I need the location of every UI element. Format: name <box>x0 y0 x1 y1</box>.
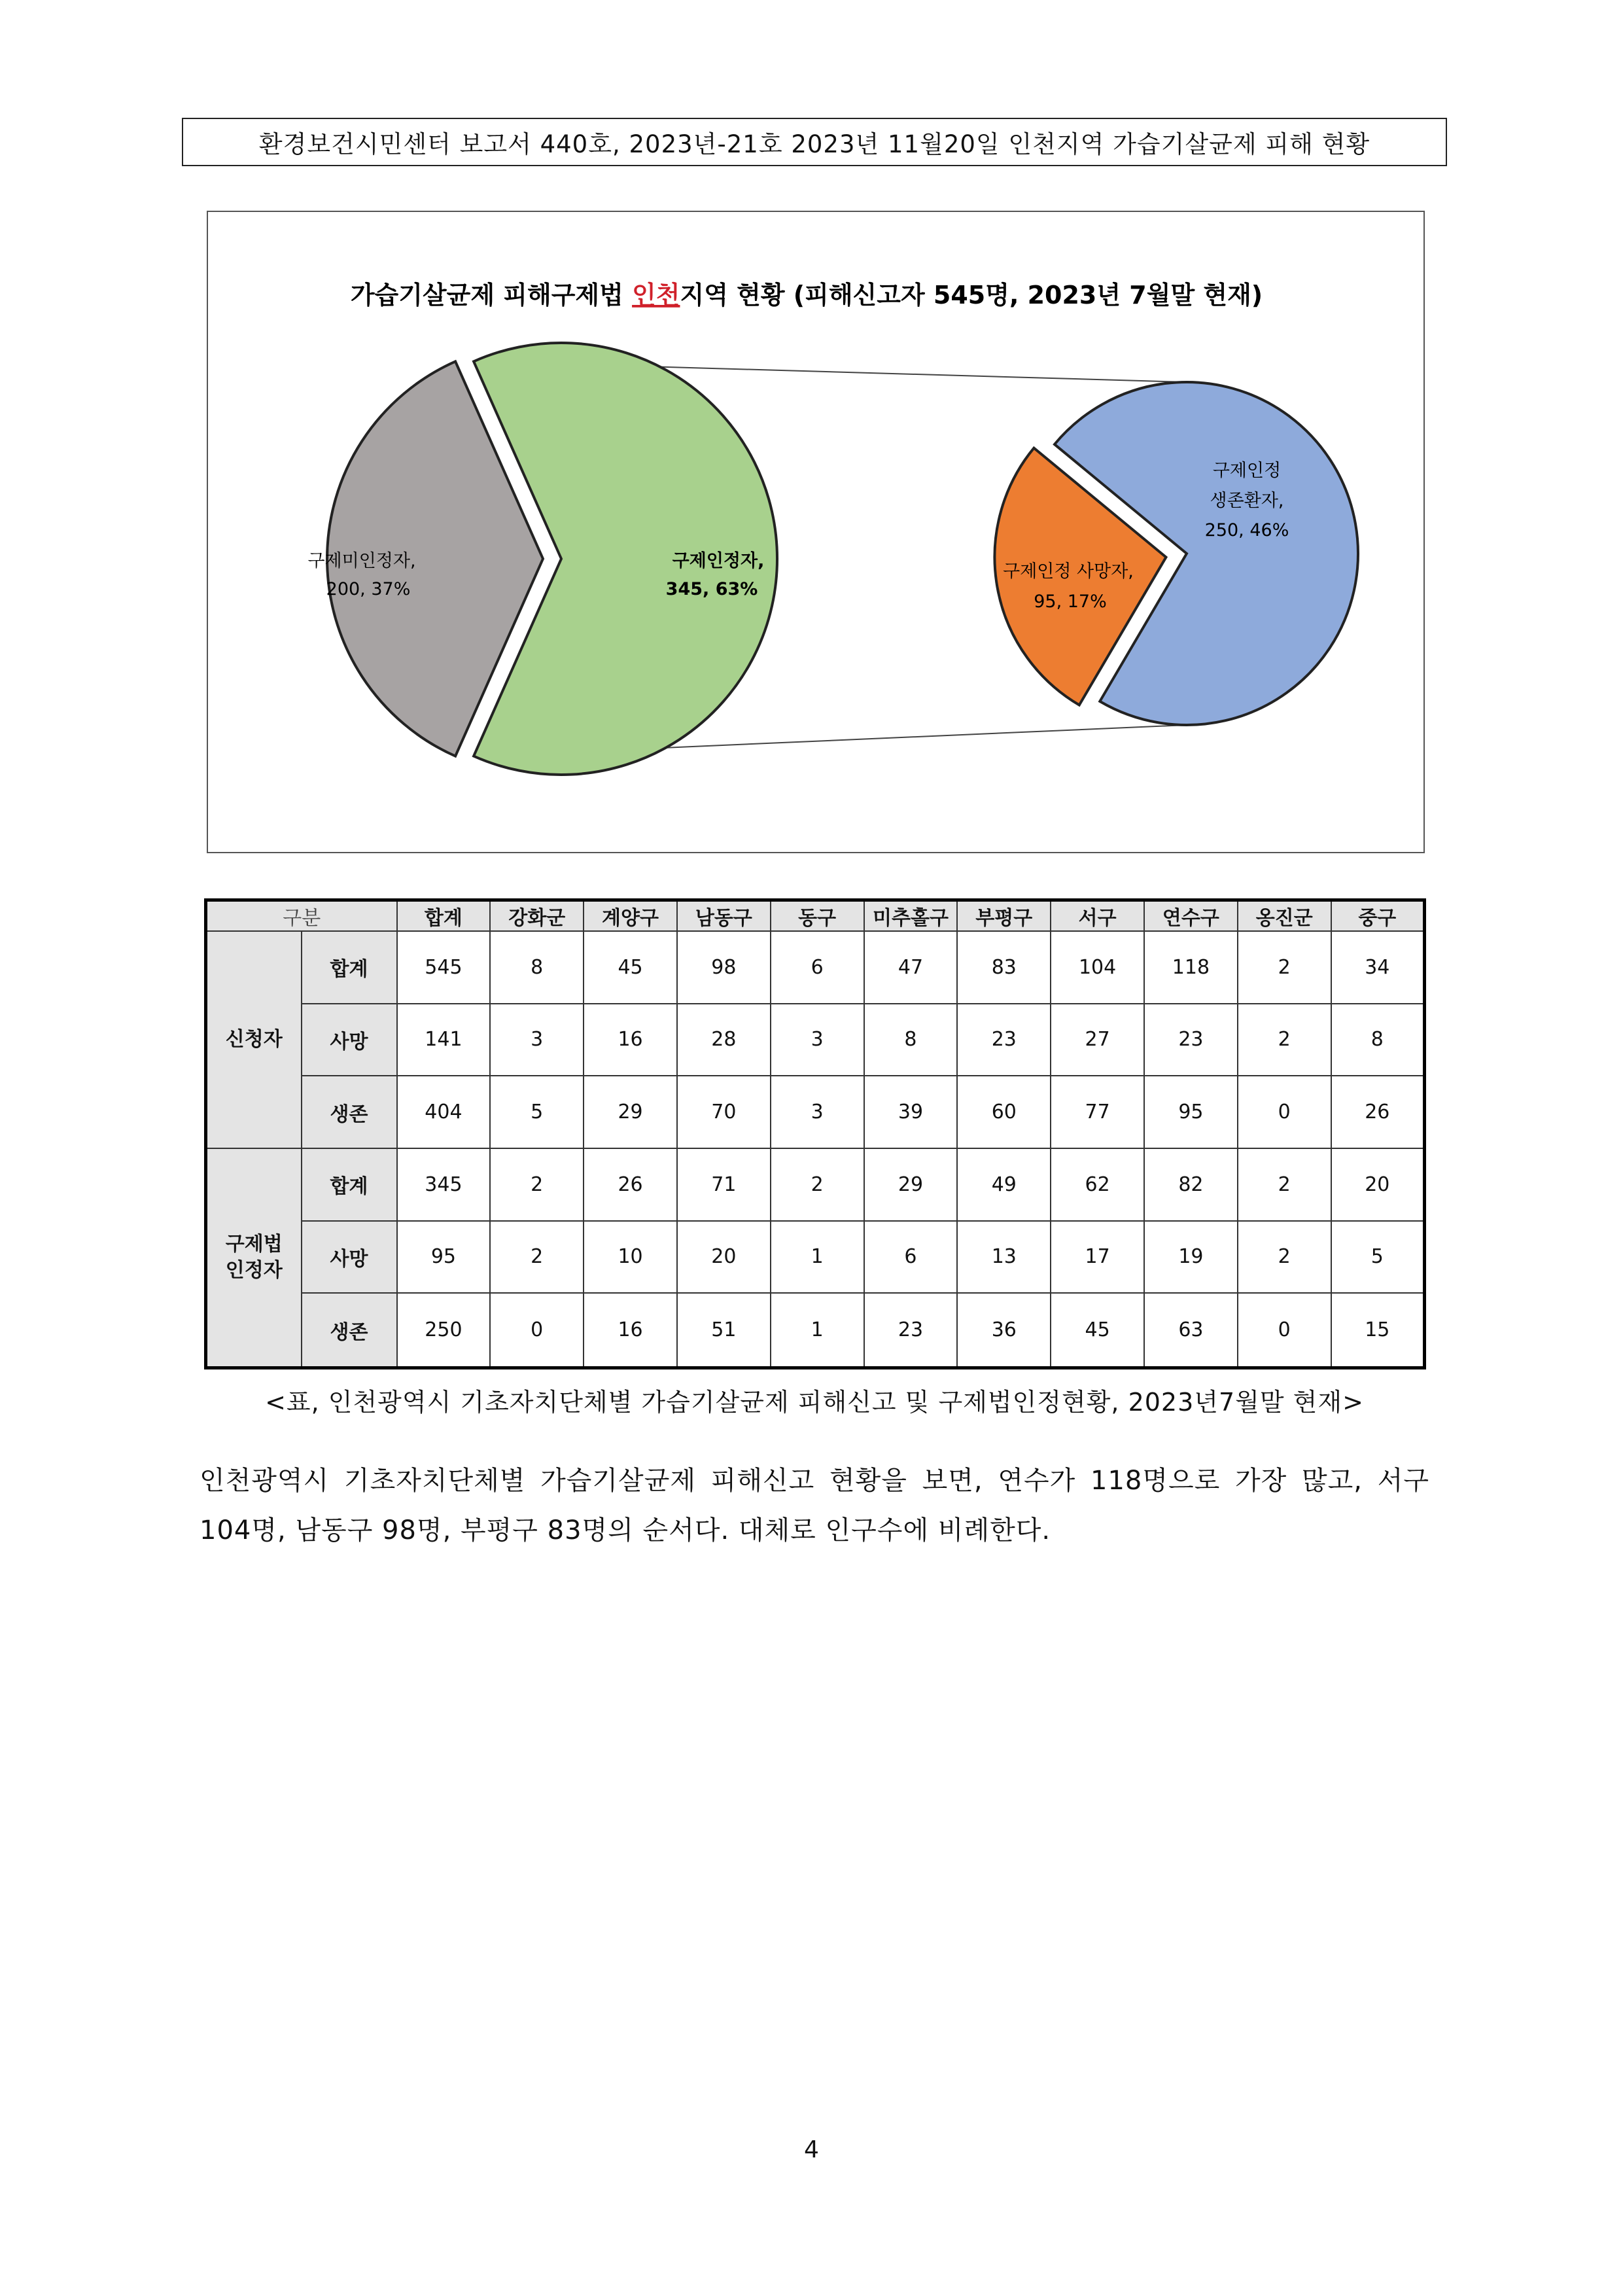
pie-chart-svg <box>208 212 1426 855</box>
table-cell: 63 <box>1144 1293 1238 1368</box>
table-cell: 141 <box>397 1004 491 1076</box>
table-cell: 2 <box>1238 931 1331 1004</box>
damage-report-table <box>204 898 1426 1369</box>
table-cell: 20 <box>677 1221 771 1294</box>
table-cell: 20 <box>1331 1148 1425 1221</box>
row-label: 사망 <box>302 1221 397 1294</box>
label-not-recognized-name: 구제미인정자, <box>307 551 416 571</box>
label-recognized-name: 구제인정자, <box>672 551 765 571</box>
table-cell: 345 <box>397 1148 491 1221</box>
table-cell: 45 <box>1051 1293 1144 1368</box>
table-cell: 2 <box>1238 1148 1331 1221</box>
table-cell: 71 <box>677 1148 771 1221</box>
table-cell: 27 <box>1051 1004 1144 1076</box>
table-cell: 23 <box>957 1004 1051 1076</box>
table-cell: 118 <box>1144 931 1238 1004</box>
table-cell: 47 <box>864 931 958 1004</box>
table-cell: 1 <box>771 1293 864 1368</box>
table-cell: 29 <box>584 1076 677 1148</box>
table-row <box>206 1221 1425 1294</box>
row-group-label-line1: 구제법 <box>225 1232 283 1256</box>
row-group-label-line1: 신청자 <box>225 1027 283 1051</box>
table-cell: 545 <box>397 931 491 1004</box>
table-cell: 104 <box>1051 931 1144 1004</box>
table-cell: 0 <box>490 1293 584 1368</box>
table-cell: 83 <box>957 931 1051 1004</box>
table-cell: 62 <box>1051 1148 1144 1221</box>
table-cell: 5 <box>490 1076 584 1148</box>
col-header: 옹진군 <box>1238 900 1331 932</box>
table-body <box>206 931 1425 1368</box>
table-cell: 49 <box>957 1148 1051 1221</box>
table-corner-header: 구분 <box>206 900 397 932</box>
report-header <box>182 118 1447 166</box>
table-cell: 5 <box>1331 1221 1425 1294</box>
chart-title-highlight: 인천 <box>632 281 680 309</box>
row-group-label-line2: 인정자 <box>225 1258 283 1282</box>
page-number: 4 <box>804 2136 819 2163</box>
label-deceased-name: 구제인정 사망자, <box>1003 561 1134 582</box>
row-label: 합계 <box>302 931 397 1004</box>
label-deceased-value: 95, 17% <box>1034 592 1107 612</box>
table-cell: 10 <box>584 1221 677 1294</box>
label-survivor-name-1: 구제인정 <box>1212 461 1282 481</box>
chart-title: 가습기살균제 피해구제법 인천지역 현황 (피해신고자 545명, 2023년 7월말 현재) <box>350 281 1263 309</box>
table-cell: 3 <box>490 1004 584 1076</box>
table-cell: 26 <box>584 1148 677 1221</box>
col-header: 합계 <box>397 900 491 932</box>
table-cell: 0 <box>1238 1293 1331 1368</box>
table-cell: 1 <box>771 1221 864 1294</box>
table-cell: 16 <box>584 1293 677 1368</box>
table-cell: 98 <box>677 931 771 1004</box>
col-header: 강화군 <box>490 900 584 932</box>
row-group-label <box>206 931 302 1148</box>
table-cell: 82 <box>1144 1148 1238 1221</box>
table-cell: 2 <box>490 1221 584 1294</box>
row-label: 사망 <box>302 1004 397 1076</box>
col-header: 계양구 <box>584 900 677 932</box>
table-row <box>206 1004 1425 1076</box>
table-caption: <표, 인천광역시 기초자치단체별 가습기살균제 피해신고 및 구제법인정현황, 2023년7월말 현재> <box>265 1388 1364 1417</box>
table-cell: 19 <box>1144 1221 1238 1294</box>
table-cell: 23 <box>1144 1004 1238 1076</box>
label-recognized-value: 345, 63% <box>665 579 758 599</box>
row-label: 합계 <box>302 1148 397 1221</box>
table-cell: 15 <box>1331 1293 1425 1368</box>
body-paragraph: 인천광역시 기초자치단체별 가습기살균제 피해신고 현황을 보면, 연수가 118명으로 가장 많고, 서구 104명, 남동구 98명, 부평구 83명의 순서다. 대체로 인구수에 비례한다. <box>200 1466 1429 1545</box>
table-cell: 36 <box>957 1293 1051 1368</box>
table-cell: 60 <box>957 1076 1051 1148</box>
row-label: 생존 <box>302 1076 397 1148</box>
table-cell: 70 <box>677 1076 771 1148</box>
table-cell: 28 <box>677 1004 771 1076</box>
table-cell: 77 <box>1051 1076 1144 1148</box>
report-header-text: 환경보건시민센터 보고서 440호, 2023년-21호 2023년 11월20일 인천지역 가습기살균제 피해 현황 <box>258 130 1370 158</box>
table-cell: 29 <box>864 1148 958 1221</box>
table-cell: 3 <box>771 1004 864 1076</box>
table-row <box>206 1076 1425 1148</box>
label-survivor-name-2: 생존환자, <box>1210 491 1284 511</box>
table-cell: 26 <box>1331 1076 1425 1148</box>
col-header: 부평구 <box>957 900 1051 932</box>
col-header: 연수구 <box>1144 900 1238 932</box>
table-cell: 8 <box>1331 1004 1425 1076</box>
table-cell: 17 <box>1051 1221 1144 1294</box>
table-cell: 404 <box>397 1076 491 1148</box>
table-cell: 95 <box>1144 1076 1238 1148</box>
table-cell: 3 <box>771 1076 864 1148</box>
col-header: 남동구 <box>677 900 771 932</box>
table-cell: 250 <box>397 1293 491 1368</box>
label-survivor-value: 250, 46% <box>1204 520 1289 540</box>
col-header: 미추홀구 <box>864 900 958 932</box>
col-header: 동구 <box>771 900 864 932</box>
table-header-row <box>206 900 1425 932</box>
table-cell: 6 <box>864 1221 958 1294</box>
table-cell: 8 <box>864 1004 958 1076</box>
table-cell: 2 <box>490 1148 584 1221</box>
table-cell: 34 <box>1331 931 1425 1004</box>
table-row <box>206 931 1425 1004</box>
table-cell: 23 <box>864 1293 958 1368</box>
table-cell: 8 <box>490 931 584 1004</box>
table-cell: 13 <box>957 1221 1051 1294</box>
table-cell: 39 <box>864 1076 958 1148</box>
table-cell: 6 <box>771 931 864 1004</box>
col-header: 중구 <box>1331 900 1425 932</box>
row-label: 생존 <box>302 1293 397 1368</box>
table-cell: 2 <box>1238 1004 1331 1076</box>
table-row <box>206 1293 1425 1368</box>
label-not-recognized-value: 200, 37% <box>326 579 411 599</box>
table-cell: 51 <box>677 1293 771 1368</box>
table-cell: 16 <box>584 1004 677 1076</box>
col-header: 서구 <box>1051 900 1144 932</box>
table-row <box>206 1148 1425 1221</box>
table-cell: 0 <box>1238 1076 1331 1148</box>
table-cell: 2 <box>771 1148 864 1221</box>
row-group-label <box>206 1148 302 1368</box>
pie-chart-figure <box>207 211 1425 853</box>
table-cell: 95 <box>397 1221 491 1294</box>
table-cell: 2 <box>1238 1221 1331 1294</box>
table-cell: 45 <box>584 931 677 1004</box>
